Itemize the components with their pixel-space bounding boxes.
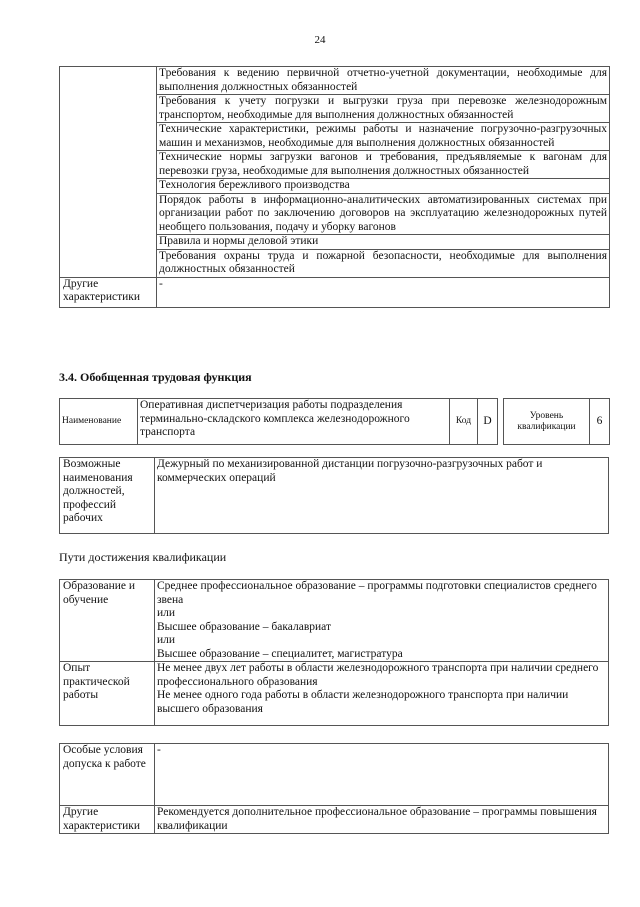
level-value: 6 [590, 399, 610, 445]
requirement-item: Технические нормы загрузки вагонов и требования, предъявляемые к вагонам для перевозки груза, необходимые для выполнения должностных обязанностей [157, 151, 610, 179]
table-row [60, 744, 609, 806]
education-value [155, 580, 609, 662]
level-label: Уровень квалификации [504, 399, 590, 445]
requirement-item: Требования к учету погрузки и выгрузки груза при перевозке железнодорожным транспортом, необходимые для выполнения должностных обязанностей [157, 95, 610, 123]
requirement-item: Порядок работы в информационно-аналитических автоматизированных системах при организации работ по заключению договоров на эксплуатацию железнодорожных путей необщего пользования, подачу и уборку вагонов [157, 193, 610, 235]
conditions-table [59, 743, 609, 834]
positions-label: Возможные наименования должностей, профессий рабочих [60, 458, 155, 534]
requirement-item: Требования охраны труда и пожарной безопасности, необходимые для выполнения должностных обязанностей [157, 249, 610, 277]
positions-value: Дежурный по механизированной дистанции погрузочно-разгрузочных работ и коммерческих операций [155, 458, 609, 534]
name-label: Наименование [60, 399, 138, 445]
positions-table [59, 457, 609, 534]
name-value: Оперативная диспетчеризация работы подразделения терминально-складского комплекса железнодорожного транспорта [138, 399, 450, 445]
table-row [60, 806, 609, 834]
other-characteristics-label: Другие характеристики [60, 277, 157, 307]
special-conditions-value: - [155, 744, 609, 806]
experience-label: Опыт практической работы [60, 662, 155, 726]
empty-label-cell [60, 67, 157, 278]
education-line: или [157, 607, 176, 619]
education-line: Высшее образование – бакалавриат [157, 620, 331, 633]
special-conditions-label: Особые условия допуска к работе [60, 744, 155, 806]
experience-value [155, 662, 609, 726]
table-row [60, 67, 610, 95]
page-number: 24 [314, 34, 326, 46]
knowledge-table [59, 66, 610, 308]
qualification-paths-table [59, 579, 609, 726]
other-characteristics-value: - [157, 277, 610, 307]
function-header-table [59, 398, 610, 445]
experience-line: Не менее двух лет работы в области железнодорожного транспорта при наличии среднего профессионального образования [157, 662, 599, 688]
requirement-item: Требования к ведению первичной отчетно-учетной документации, необходимые для выполнения должностных обязанностей [157, 67, 610, 95]
table-row [60, 458, 609, 534]
education-label: Образование и обучение [60, 580, 155, 662]
table-row [60, 277, 610, 307]
table-row [60, 399, 610, 445]
other-characteristics-value: Рекомендуется дополнительное профессиональное образование – программы повышения квалификации [155, 806, 609, 834]
code-label: Код [450, 399, 478, 445]
table-row [60, 662, 609, 726]
requirement-item: Правила и нормы деловой этики [157, 235, 610, 250]
requirement-item: Технология бережливого производства [157, 179, 610, 194]
other-characteristics-label: Другие характеристики [60, 806, 155, 834]
section-title: 3.4. Обобщенная трудовая функция [59, 370, 252, 384]
experience-line: Не менее одного года работы в области железнодорожного транспорта при наличии высшего образования [157, 689, 569, 715]
table-row [60, 580, 609, 662]
education-line: Среднее профессиональное образование – программы подготовки специалистов среднего звена [157, 580, 597, 606]
education-line: или [157, 634, 176, 646]
code-value: D [478, 399, 498, 445]
paths-title: Пути достижения квалификации [59, 550, 227, 564]
education-line: Высшее образование – специалитет, магистратура [157, 647, 403, 660]
requirement-item: Технические характеристики, режимы работы и назначение погрузочно-разгрузочных машин и механизмов, необходимые для выполнения должностных обязанностей [157, 123, 610, 151]
